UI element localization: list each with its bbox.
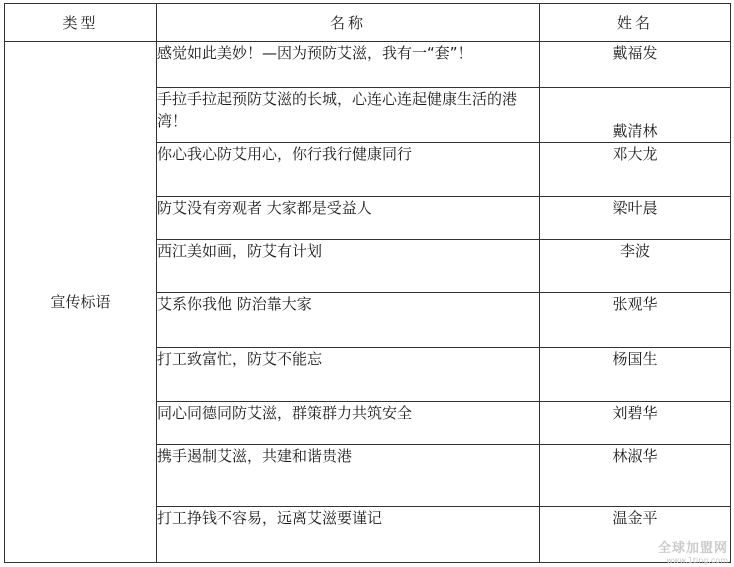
header-author: 姓名 [540, 4, 731, 42]
author-cell: 张观华 [540, 293, 731, 348]
slogan-cell: 打工挣钱不容易，远离艾滋要谨记 [157, 507, 540, 563]
author-cell: 杨国生 [540, 348, 731, 402]
slogan-cell: 西江美如画，防艾有计划 [157, 240, 540, 293]
author-cell: 邓大龙 [540, 143, 731, 197]
watermark-sub: www.1ting.com [666, 556, 728, 565]
site-watermark [658, 537, 728, 565]
slogan-cell: 同心同德同防艾滋，群策群力共筑安全 [157, 402, 540, 445]
slogan-cell: 你心我心防艾用心，你行我行健康同行 [157, 143, 540, 197]
table-row [5, 42, 731, 88]
table-header-row [5, 4, 731, 42]
slogan-cell: 手拉手拉起预防艾滋的长城，心连心连起健康生活的港湾！ [157, 88, 540, 143]
slogan-cell: 感觉如此美妙！—因为预防艾滋，我有一“套”！ [157, 42, 540, 88]
slogan-table [4, 3, 731, 563]
slogan-cell: 携手遏制艾滋，共建和谐贵港 [157, 445, 540, 507]
author-cell: 刘碧华 [540, 402, 731, 445]
category-cell: 宣传标语 [5, 42, 157, 563]
author-cell: 梁叶晨 [540, 197, 731, 240]
author-cell: 林淑华 [540, 445, 731, 507]
slogan-cell: 艾系你我他 防治靠大家 [157, 293, 540, 348]
watermark-main: 全球加盟网 [657, 541, 728, 556]
slogan-cell: 打工致富忙，防艾不能忘 [157, 348, 540, 402]
header-type: 类型 [5, 4, 157, 42]
author-cell: 温金平 [540, 507, 731, 563]
author-cell: 李波 [540, 240, 731, 293]
author-cell: 戴福发 [540, 42, 731, 88]
slogan-cell: 防艾没有旁观者 大家都是受益人 [157, 197, 540, 240]
author-cell: 戴清林 [540, 88, 731, 143]
header-name: 名称 [157, 4, 540, 42]
